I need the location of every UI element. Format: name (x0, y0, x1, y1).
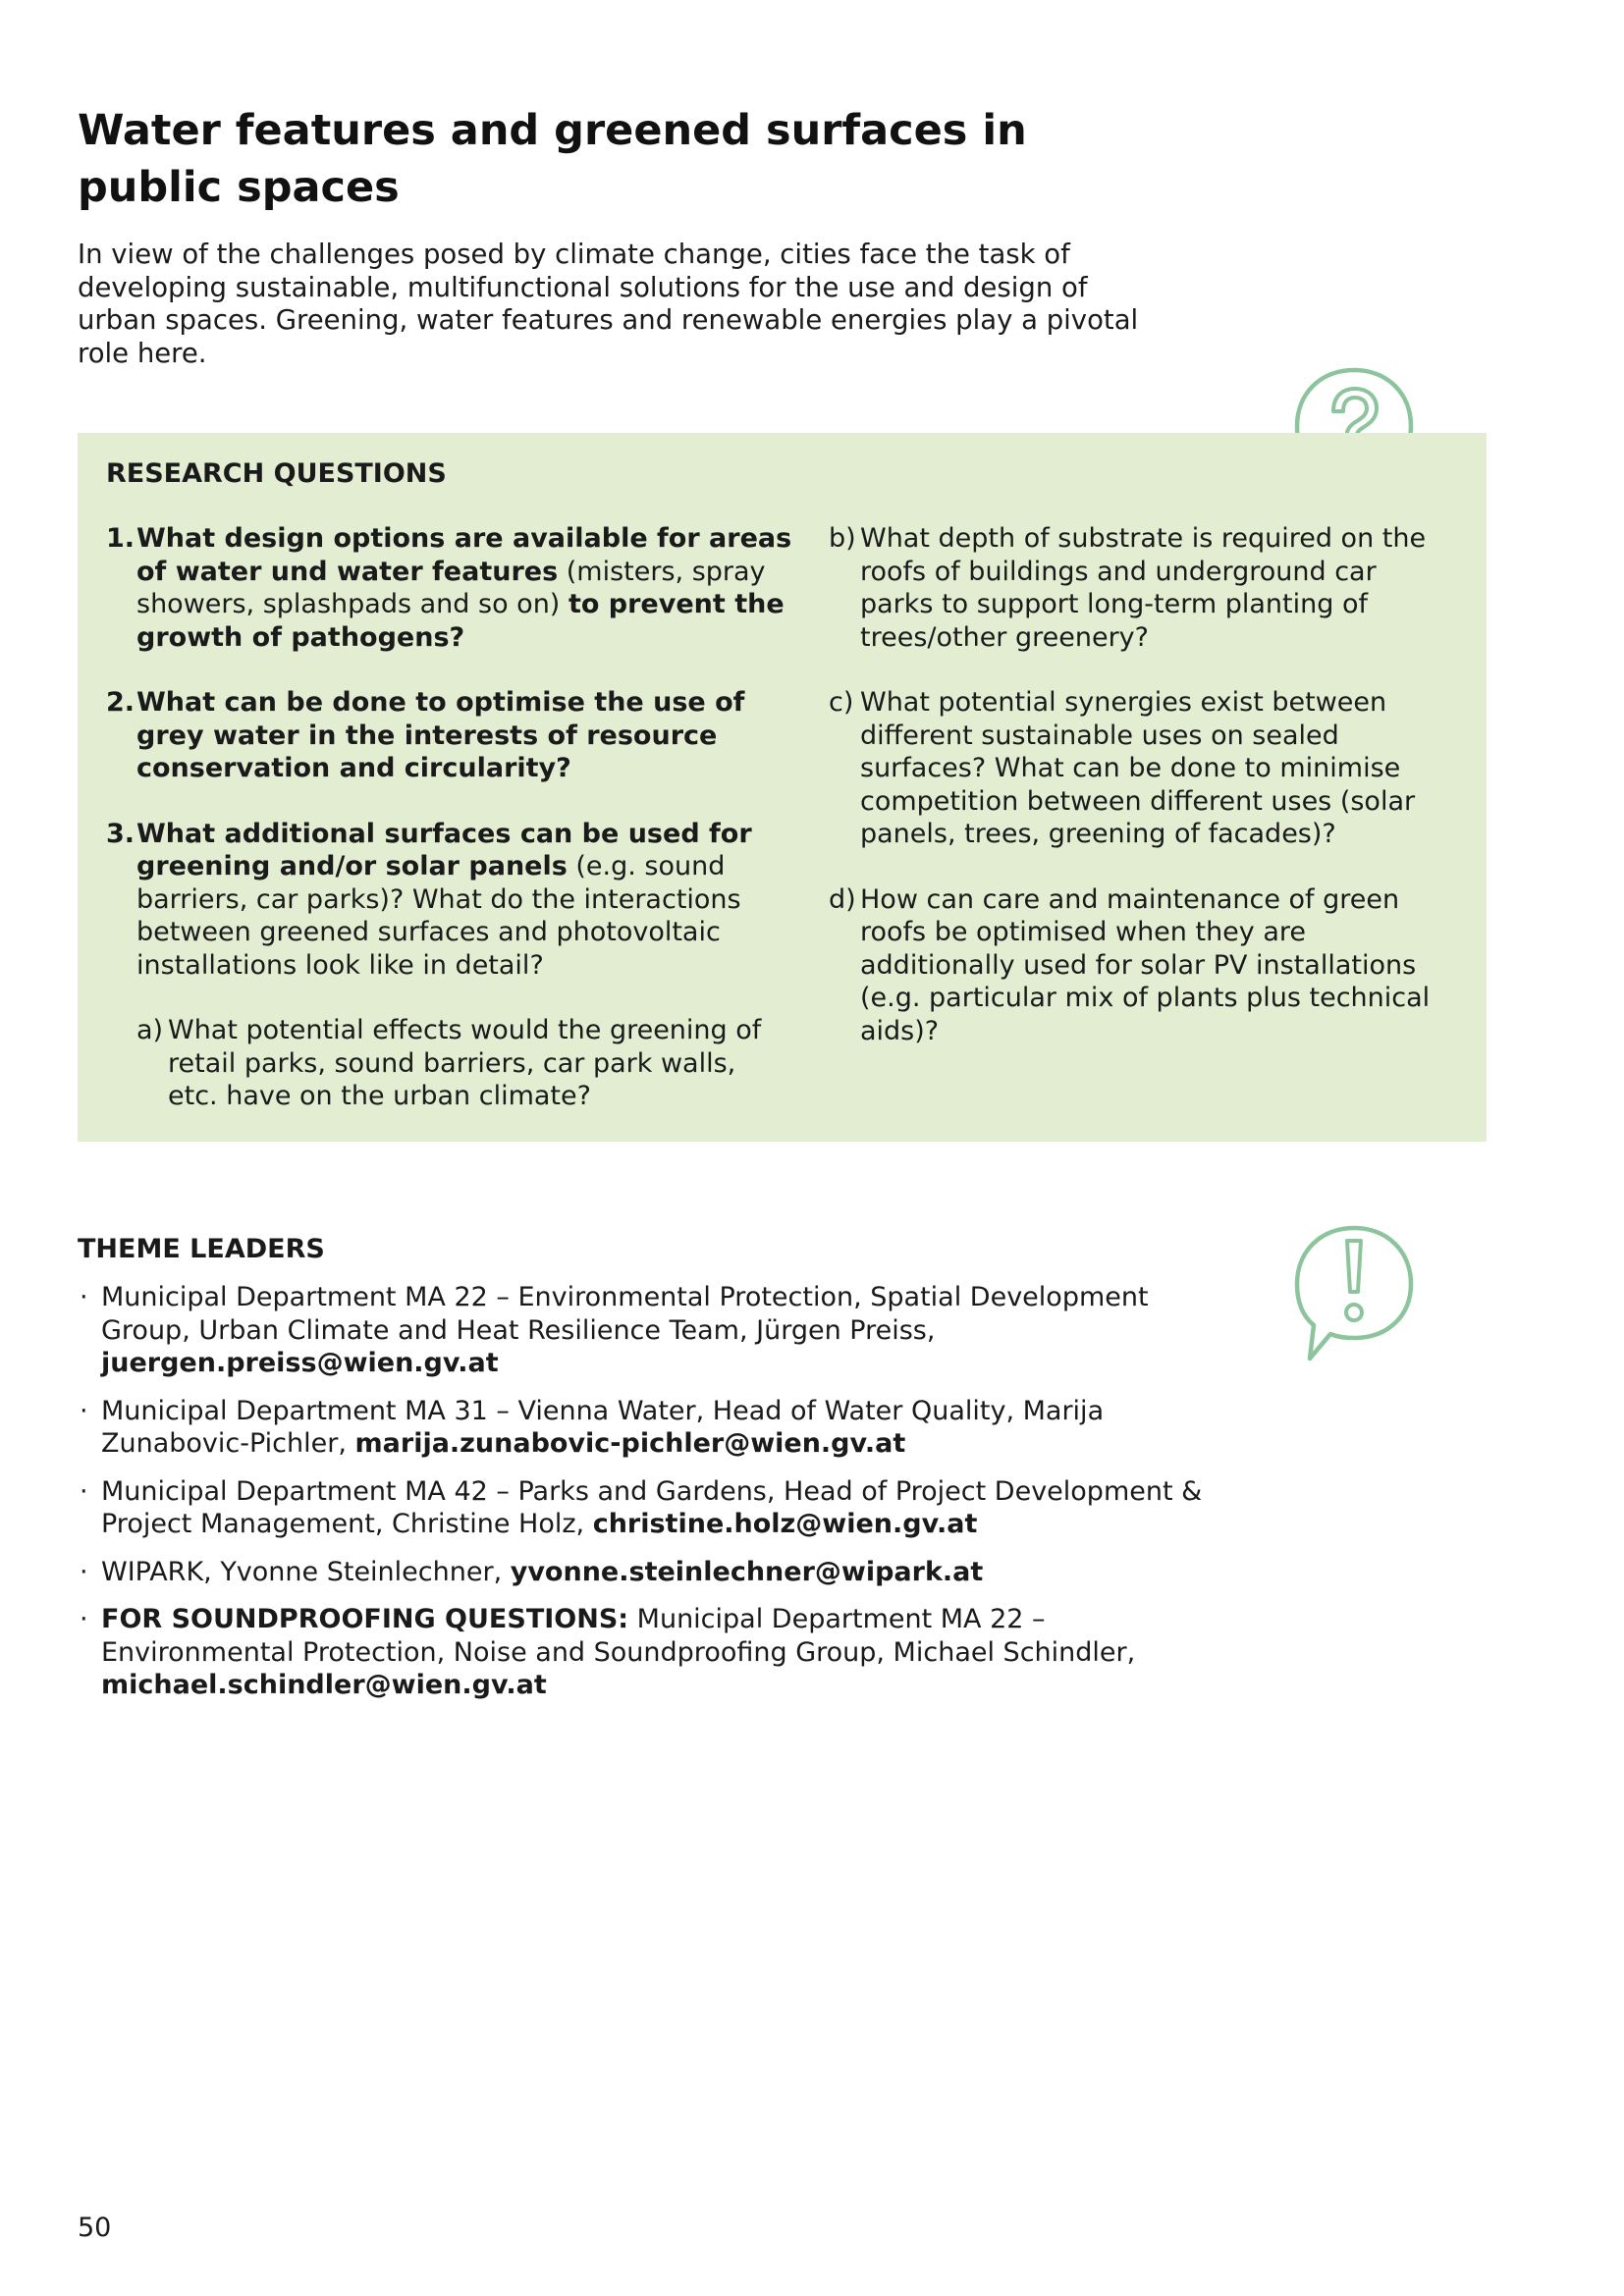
question-number: 3. (106, 818, 135, 849)
research-questions-left-column (106, 522, 793, 1146)
question-3-bold: What additional surfaces can be used for greening and/or solar panels (136, 818, 752, 881)
theme-leaders-title: THEME LEADERS (78, 1234, 325, 1264)
email-link[interactable]: michael.schindler@wien.gv.at (101, 1670, 547, 1700)
bullet: · (80, 1604, 88, 1634)
theme-leader-item (78, 1556, 1207, 1589)
research-questions-box (78, 433, 1487, 1142)
bullet: · (80, 1556, 88, 1587)
theme-leader-item (78, 1395, 1207, 1461)
email-link[interactable]: yvonne.steinlechner@wipark.at (510, 1556, 984, 1587)
question-1-bold-part-1: What design options are available for areas of water und water features (136, 523, 792, 587)
question-1-text: (misters, spray showers, splashpads and so on) (136, 556, 766, 619)
sub-question-text: What potential effects would the greening of retail parks, sound barriers, car park walls, etc. have on the urban climate? (168, 1015, 762, 1111)
research-questions-title: RESEARCH QUESTIONS (106, 458, 447, 489)
sub-question-letter: a) (136, 1015, 164, 1045)
page-title: Water features and greened surfaces in public spaces (78, 106, 1027, 212)
sub-question-text: How can care and maintenance of green roofs be optimised when they are additionally used for solar PV installations (e.g. particular mix of plants plus technical aids)? (860, 883, 1431, 1046)
sub-question-c (829, 686, 1457, 851)
sub-question-text: What depth of substrate is required on the roofs of buildings and underground car parks to support long-term planting of trees/other greenery? (860, 523, 1427, 653)
bullet: · (80, 1475, 88, 1507)
question-2 (106, 686, 793, 785)
email-link[interactable]: christine.holz@wien.gv.at (592, 1509, 978, 1539)
sub-question-letter: c) (829, 687, 854, 718)
email-link[interactable]: juergen.preiss@wien.gv.at (101, 1348, 499, 1378)
research-questions-right-column (829, 522, 1457, 1080)
question-number: 2. (106, 687, 135, 718)
bullet: · (80, 1395, 88, 1426)
page-number: 50 (78, 2213, 112, 2243)
sub-question-letter: d) (829, 883, 856, 915)
soundproofing-label: FOR SOUNDPROOFING QUESTIONS: (101, 1604, 629, 1634)
sub-question-a (136, 1014, 793, 1113)
theme-leader-text: Municipal Department MA 31 – Vienna Water, Head of Water Quality, Marija Zunabovic-Pichler, (101, 1395, 1105, 1459)
question-1 (106, 522, 793, 654)
email-link[interactable]: marija.zunabovic-pichler@wien.gv.at (354, 1428, 906, 1459)
sub-question-text: What potential synergies exist between different sustainable uses on sealed surfaces? What can be done to minimise competition between different uses (solar panels, trees, greening of facades)? (860, 687, 1416, 849)
theme-leader-text: Municipal Department MA 42 – Parks and Gardens, Head of Project Development & Project Management, Christine Holz, (101, 1475, 1203, 1539)
question-1-bold-part-2: to prevent the growth of pathogens? (136, 589, 785, 653)
question-3-text: (e.g. sound barriers, car parks)? What do the interactions between greened surfaces and photovoltaic installations look like in detail? (136, 851, 741, 981)
theme-leader-text: WIPARK, Yvonne Steinlechner, (101, 1556, 511, 1587)
theme-leader-item (78, 1475, 1207, 1541)
intro-paragraph: In view of the challenges posed by climate change, cities face the task of developing sustainable, multifunctional solutions for the use and design of urban spaces. Greening, water features and renewable energies play a pivotal role here. (78, 239, 1139, 369)
exclamation-bubble-icon (1290, 1223, 1418, 1365)
bullet: · (80, 1282, 88, 1312)
sub-question-b (829, 522, 1457, 654)
sub-question-d (829, 883, 1457, 1048)
theme-leader-text: Municipal Department MA 22 – Environmental Protection, Noise and Soundproofing Group, Michael Schindler, (101, 1604, 1136, 1668)
sub-question-letter: b) (829, 523, 856, 554)
question-3 (106, 818, 793, 983)
theme-leaders-list (78, 1281, 1207, 1717)
question-number: 1. (106, 523, 135, 554)
soundproofing-contact-item (78, 1603, 1207, 1702)
question-2-bold: What can be done to optimise the use of grey water in the interests of resource conservation and circularity? (136, 687, 745, 783)
theme-leader-item (78, 1281, 1207, 1380)
theme-leader-text: Municipal Department MA 22 – Environmental Protection, Spatial Development Group, Urban Climate and Heat Resilience Team, Jürgen Preiss, (101, 1282, 1149, 1346)
